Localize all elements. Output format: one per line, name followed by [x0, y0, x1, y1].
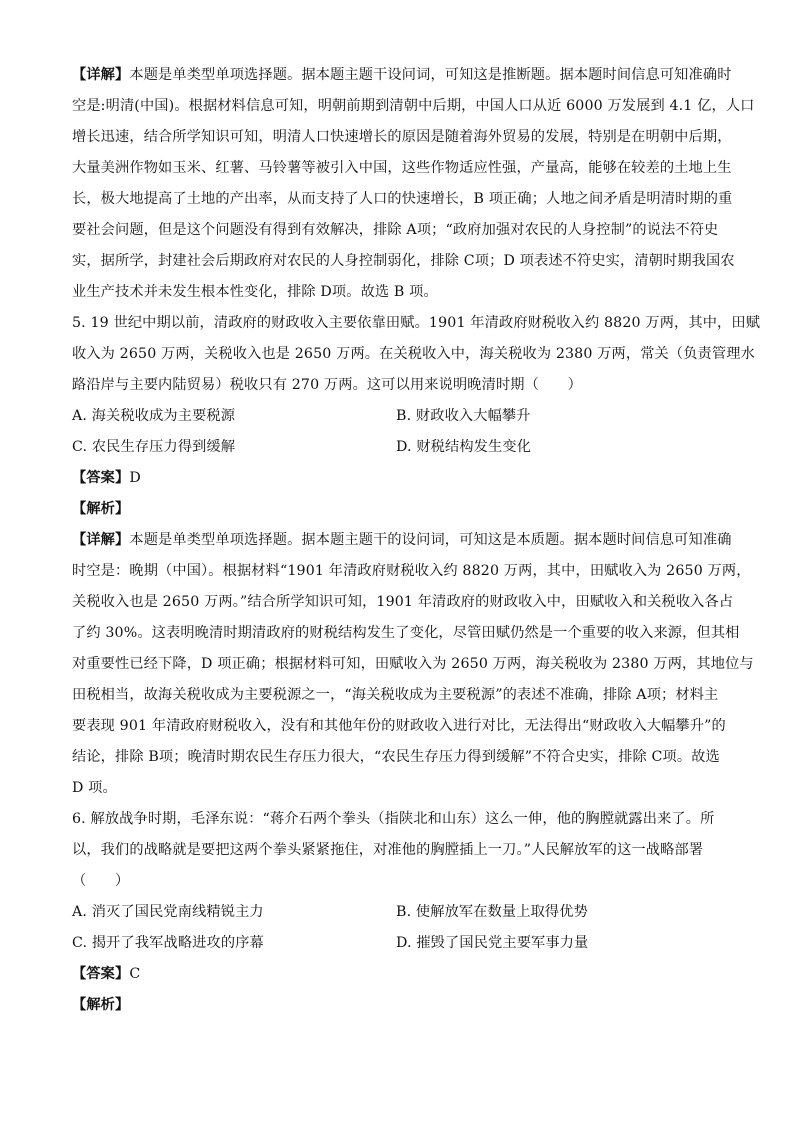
q4-detail-block [72, 60, 755, 308]
q5-detail-line: 时空是：晚期（中国）。根据材料“1901 年清政府财税收入约 8820 万两，其中，田赋收入为 2650 万两， [72, 563, 751, 579]
answer-value: D [129, 470, 141, 486]
q5-stem-line: 5. 19 世纪中期以前，清政府的财政收入主要依靠田赋。1901 年清政府财税收入约 8820 万两，其中，田赋 [72, 315, 761, 331]
q5-option-c: C. 农民生存压力得到缓解 [72, 439, 236, 455]
q6-stem-line: 6. 解放战争时期，毛泽东说：“蒋介石两个拳头（指陕北和山东）这么一伸，他的胸膛就露出来了。所 [72, 811, 715, 827]
q6-stem-line: （ ） [72, 873, 130, 889]
answer-value: C [129, 966, 141, 982]
answer-tag: 【答案】 [72, 470, 130, 486]
q5-options-row [72, 401, 724, 432]
q4-detail-line: 空是:明清(中国)。根据材料信息可知，明朝前期到清朝中后期，中国人口从近 6000 万发展到 4.1 亿，人口 [72, 98, 755, 114]
q5-option-b: B. 财政收入大幅攀升 [396, 408, 531, 424]
analysis-tag: 【解析】 [72, 501, 130, 517]
q4-detail-line: 增长迅速，结合所学知识可知，明清人口快速增长的原因是随着海外贸易的发展，特别是在明朝中后期， [72, 129, 732, 145]
q4-detail-line: 长，极大地提高了土地的产出率，从而支持了人口的快速增长，B 项正确；人地之间矛盾是明清时期的重 [72, 191, 733, 207]
q5-options-row [72, 432, 724, 463]
q5-detail-line: 关税收入也是 2650 万两。”结合所学知识可知，1901 年清政府的财政收入中，田赋收入和关税收入各占 [72, 594, 734, 610]
q6-option-d: D. 摧毁了国民党主要军事力量 [396, 935, 589, 951]
analysis-tag: 【解析】 [72, 997, 130, 1013]
document-content [72, 60, 761, 1021]
detail-tag: 【详解】 [72, 532, 130, 548]
q4-detail-line: 要社会问题，但是这个问题没有得到有效解决，排除 A项；“政府加强对农民的人身控制”的说法不符史 [72, 222, 719, 238]
q4-detail-line: 【详解】本题是单类型单项选择题。据本题主题干设问词，可知这是推断题。据本题时间信息可知准确时 [72, 67, 732, 83]
q5-answer [72, 463, 724, 494]
q5-option-a: A. 海关税收成为主要税源 [72, 408, 236, 424]
q5-option-d: D. 财税结构发生变化 [396, 439, 532, 455]
question-5 [72, 308, 761, 804]
q5-detail-line: 要表现 901 年清政府财税收入，没有和其他年份的财政收入进行对比，无法得出“财政收入大幅攀升”的 [72, 718, 726, 734]
q5-detail-line: 了约 30%。这表明晚清时期清政府的财税结构发生了变化，尽管田赋仍然是一个重要的收入来源，但其相 [72, 625, 740, 641]
q6-option-b: B. 使解放军在数量上取得优势 [396, 904, 588, 920]
question-6 [72, 804, 724, 1021]
q6-options-row [72, 928, 724, 959]
q6-stem-line: 以，我们的战略就是要把这两个拳头紧紧拖住，对准他的胸膛插上一刀。”人民解放军的这一战略部署 [72, 842, 704, 858]
q5-detail-line: 对重要性已经下降，D 项正确；根据材料可知，田赋收入为 2650 万两，海关税收为 2380 万两，其地位与 [72, 656, 754, 672]
q6-options-row [72, 897, 724, 928]
answer-tag: 【答案】 [72, 966, 130, 982]
q6-option-a: A. 消灭了国民党南线精锐主力 [72, 904, 264, 920]
q5-stem-line: 收入为 2650 万两，关税收入也是 2650 万两。在关税收入中，海关税收为 2380 万两，常关（负责管理水 [72, 346, 755, 362]
detail-tag: 【详解】 [72, 67, 130, 83]
q4-detail-line: 业生产技术并未发生根本性变化，排除 D项。故选 B 项。 [72, 284, 438, 300]
q6-option-c: C. 揭开了我军战略进攻的序幕 [72, 935, 264, 951]
q4-detail-line: 实，据所学，封建社会后期政府对农民的人身控制弱化，排除 C项；D 项表述不符史实，清朝时期我国农 [72, 253, 735, 269]
q6-answer [72, 959, 724, 990]
q5-detail-line: 结论，排除 B项；晚清时期农民生存压力很大，“农民生存压力得到缓解”不符合史实，排除 C项。故选 [72, 749, 720, 765]
q6-analysis-heading [72, 990, 724, 1021]
q5-analysis-heading [72, 494, 724, 525]
q5-detail-line: 【详解】本题是单类型单项选择题。据本题主题干的设问词，可知这是本质题。据本题时间信息可知准确 [72, 532, 732, 548]
q5-detail-line: D 项。 [72, 780, 117, 796]
q5-stem-line: 路沿岸与主要内陆贸易）税收只有 270 万两。这可以用来说明晚清时期（ ） [72, 377, 582, 393]
q5-detail-line: 田税相当，故海关税收成为主要税源之一，“海关税收成为主要税源”的表述不准确，排除 A项；材料主 [72, 687, 719, 703]
q4-detail-line: 大量美洲作物如玉米、红薯、马铃薯等被引入中国，这些作物适应性强，产量高，能够在较差的土地上生 [72, 160, 732, 176]
